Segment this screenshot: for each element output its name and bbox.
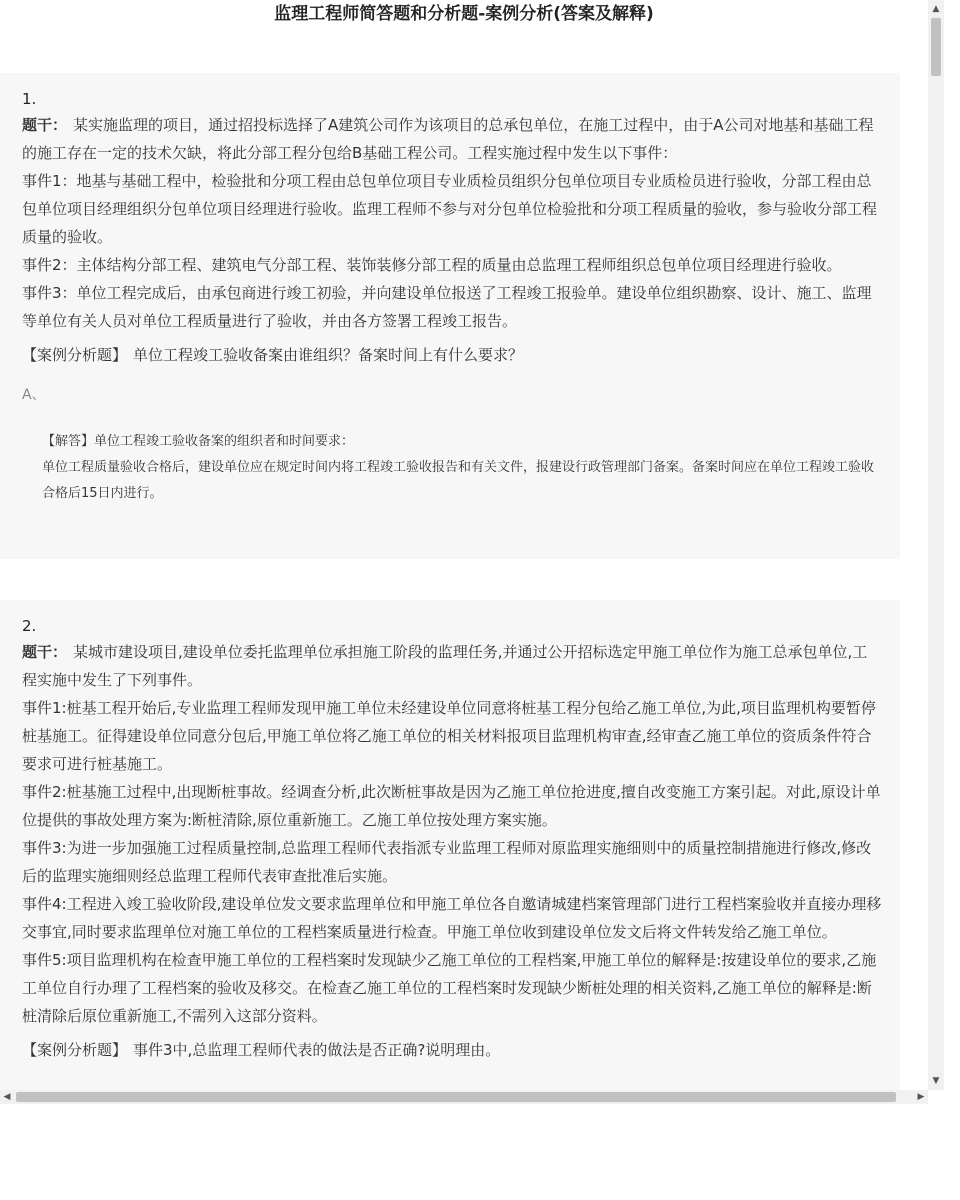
question-stem xyxy=(22,111,882,167)
case-question-tag: 【案例分析题】 xyxy=(22,346,128,364)
event-3: 事件3:为进一步加强施工过程质量控制,总监理工程师代表指派专业监理工程师对原监理实施细则中的质量控制措施进行修改,修改后的监理实施细则经总监理工程师代表审查批准后实施。 xyxy=(22,839,872,885)
event-1: 事件1:桩基工程开始后,专业监理工程师发现甲施工单位未经建设单位同意将桩基工程分包给乙施工单位,为此,项目监理机构要暂停桩基施工。征得建设单位同意分包后,甲施工单位将乙施工单位的相关材料报项目监理机构审查,经审查乙施工单位的资质条件符合要求可进行桩基施工。 xyxy=(22,699,876,773)
question-number: 1. xyxy=(22,90,37,108)
question-number: 2. xyxy=(22,617,37,635)
horizontal-scroll-thumb[interactable] xyxy=(16,1092,896,1102)
horizontal-scrollbar[interactable] xyxy=(0,1090,928,1104)
event-2: 事件2：主体结构分部工程、建筑电气分部工程、装饰装修分部工程的质量由总监理工程师组织总包单位项目经理进行验收。 xyxy=(22,256,842,274)
event-4: 事件4:工程进入竣工验收阶段,建设单位发文要求监理单位和甲施工单位各自邀请城建档案管理部门进行工程档案验收并直接办理移交事宜,同时要求监理单位对施工单位的工程档案质量进行检查。甲施工单位收到建设单位发文后将文件转发给乙施工单位。 xyxy=(22,895,882,941)
case-question-tag: 【案例分析题】 xyxy=(22,1041,128,1059)
case-question-text: 事件3中,总监理工程师代表的做法是否正确?说明理由。 xyxy=(133,1041,501,1059)
case-question xyxy=(22,341,882,369)
scroll-down-arrow-icon[interactable]: ▼ xyxy=(932,1076,940,1086)
stem-text: 某城市建设项目,建设单位委托监理单位承担施工阶段的监理任务,并通过公开招标选定甲施工单位作为施工总承包单位,工程实施中发生了下列事件。 xyxy=(22,643,868,689)
event-5: 事件5:项目监理机构在检查甲施工单位的工程档案时发现缺少乙施工单位的工程档案,甲施工单位的解释是:按建设单位的要求,乙施工单位自行办理了工程档案的验收及移交。在检查乙施工单位的工程档案时发现缺少断桩处理的相关资料,乙施工单位的解释是:断桩清除后原位重新施工,不需列入这部分资料。 xyxy=(22,951,877,1025)
scrollbar-corner xyxy=(928,1090,944,1104)
vertical-scroll-thumb[interactable] xyxy=(931,18,941,76)
event-1: 事件1：地基与基础工程中，检验批和分项工程由总包单位项目专业质检员组织分包单位项目专业质检员进行验收，分部工程由总包单位项目经理组织分包单位项目经理进行验收。监理工程师不参与对分包单位检验批和分项工程质量的验收，参与验收分部工程质量的验收。 xyxy=(22,172,878,246)
option-a[interactable]: A、 xyxy=(22,387,46,403)
event-2: 事件2:桩基施工过程中,出现断桩事故。经调查分析,此次断桩事故是因为乙施工单位抢进度,擅自改变施工方案引起。对此,原设计单位提供的事故处理方案为:断桩清除,原位重新施工。乙施工单位按处理方案实施。 xyxy=(22,783,881,829)
scroll-right-arrow-icon[interactable]: ▶ xyxy=(917,1092,925,1102)
case-question xyxy=(22,1036,882,1064)
scroll-left-arrow-icon[interactable]: ◀ xyxy=(3,1092,11,1102)
answer-title: 【解答】单位工程竣工验收备案的组织者和时间要求： xyxy=(42,434,355,449)
answer-block xyxy=(42,429,882,507)
question-card-2 xyxy=(0,600,900,1090)
stem-text: 某实施监理的项目，通过招投标选择了A建筑公司作为该项目的总承包单位，在施工过程中，由于A公司对地基和基础工程的施工存在一定的技术欠缺，将此分部工程分包给B基础工程公司。工程实施过程中发生以下事件： xyxy=(22,116,874,162)
vertical-scrollbar[interactable] xyxy=(928,0,944,1090)
question-card-1 xyxy=(0,73,900,559)
event-3: 事件3：单位工程完成后，由承包商进行竣工初验，并向建设单位报送了工程竣工报验单。建设单位组织勘察、设计、施工、监理等单位有关人员对单位工程质量进行了验收，并由各方签署工程竣工报告。 xyxy=(22,284,872,330)
stem-label: 题干： xyxy=(22,643,68,661)
question-stem xyxy=(22,638,882,694)
case-question-text: 单位工程竣工验收备案由谁组织？备案时间上有什么要求？ xyxy=(133,346,524,364)
stem-label: 题干： xyxy=(22,116,68,134)
page-title: 监理工程师简答题和分析题-案例分析(答案及解释) xyxy=(274,4,654,24)
answer-body: 单位工程质量验收合格后，建设单位应在规定时间内将工程竣工验收报告和有关文件，报建设行政管理部门备案。备案时间应在单位工程竣工验收合格后15日内进行。 xyxy=(42,460,875,501)
scroll-up-arrow-icon[interactable]: ▲ xyxy=(932,4,940,14)
